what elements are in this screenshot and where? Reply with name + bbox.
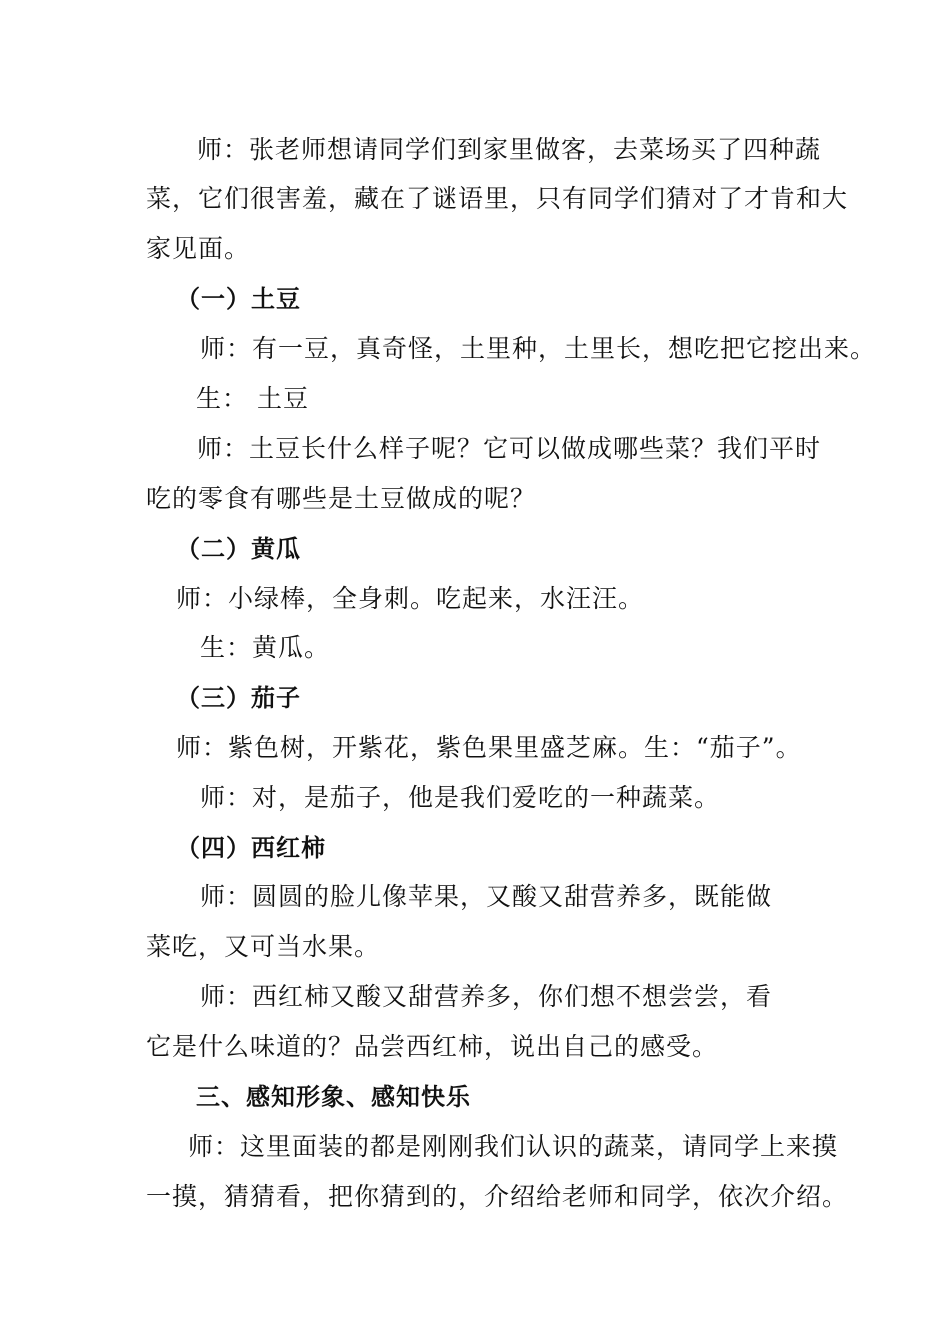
paragraph-line: 家见面。	[146, 234, 251, 263]
section-heading: （四）西红柿	[176, 834, 326, 862]
section-heading: （三）茄子	[176, 684, 301, 712]
paragraph-line: 师：土豆长什么样子呢？它可以做成哪些菜？我们平时	[197, 434, 822, 463]
paragraph-line: 师：张老师想请同学们到家里做客，去菜场买了四种蔬	[197, 135, 822, 164]
paragraph-line: 一摸，猜猜看，把你猜到的，介绍给老师和同学，依次介绍。	[146, 1182, 849, 1211]
paragraph-line: 师：圆圆的脸儿像苹果，又酸又甜营养多，既能做	[200, 882, 773, 911]
paragraph-line: 生：黄瓜。	[200, 633, 331, 662]
paragraph-line: 师：紫色树，开紫花，紫色果里盛芝麻。生：“茄子”。	[176, 733, 802, 762]
paragraph-line: 生： 土豆	[196, 384, 309, 413]
paragraph-line: 师：这里面装的都是刚刚我们认识的蔬菜，请同学上来摸	[188, 1132, 839, 1161]
paragraph-line: 师：对，是茄子，他是我们爱吃的一种蔬菜。	[200, 783, 721, 812]
paragraph-line: 师：小绿棒，全身刺。吃起来，水汪汪。	[176, 584, 645, 613]
paragraph-line: 师：有一豆，真奇怪，土里种，土里长，想吃把它挖出来。	[200, 334, 877, 363]
paragraph-line: 它是什么味道的？品尝西红柿，说出自己的感受。	[146, 1032, 719, 1061]
paragraph-line: 师：西红柿又酸又甜营养多，你们想不想尝尝，看	[200, 982, 773, 1011]
paragraph-line: 菜，它们很害羞，藏在了谜语里，只有同学们猜对了才肯和大	[146, 184, 849, 213]
section-heading: （一）土豆	[176, 285, 301, 313]
paragraph-line: 菜吃，又可当水果。	[146, 932, 381, 961]
section-heading: 三、感知形象、感知快乐	[196, 1083, 471, 1111]
section-heading: （二）黄瓜	[176, 535, 301, 563]
paragraph-line: 吃的零食有哪些是土豆做成的呢？	[146, 484, 537, 513]
